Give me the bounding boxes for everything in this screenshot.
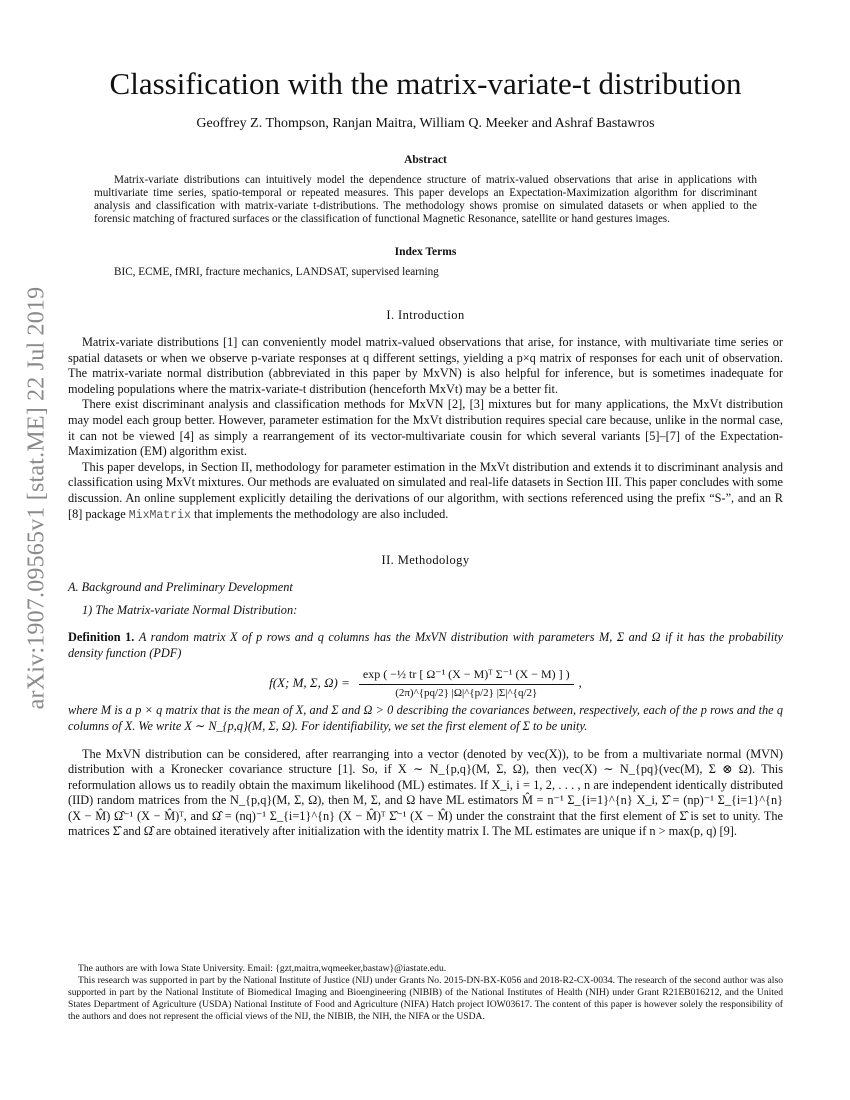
definition-continuation: where M is a p × q matrix that is the mean of X, and Σ and Ω > 0 describing the covariances between, respectively, each of the p rows and the q columns of X. We write X ∼ N_{p,q}(M, Σ, Ω). For identifiability, we set the first element of Σ to be unity. (68, 703, 783, 733)
intro-paragraph-1: Matrix-variate distributions [1] can conveniently model matrix-valued observations that arise, for instance, with multivariate time series or spatial datasets or when we observe p-variate responses at q different settings, yielding a p×q matrix of responses for each unit of observation. The matrix-variate normal distribution (abbreviated in this paper by MxVN) is also helpful for inference, but is sometimes inadequate for modeling populations where the matrix-variate-t distribution (henceforth MxVt) may be a better fit. (68, 335, 783, 396)
abstract-heading: Abstract (404, 154, 447, 166)
index-terms-heading: Index Terms (394, 246, 457, 258)
pdf-equation (68, 667, 783, 699)
subsubsection-heading: 1) The Matrix-variate Normal Distribution: (82, 603, 298, 618)
definition-text: A random matrix X of p rows and q columns has the MxVN distribution with parameters M, Σ and Ω if it has the probability density function (PDF) (68, 630, 784, 660)
definition-label: Definition 1. (68, 630, 135, 645)
equation-numerator: exp ( −½ tr [ Ω⁻¹ (X − M)ᵀ Σ⁻¹ (X − M) ] ) (359, 667, 574, 685)
paper-page (68, 66, 783, 840)
intro-p3-text: This paper develops, in Section II, methodology for parameter estimation in the MxVt distribution and extends it to discriminant analysis and classification using MxVt mixtures. Our methods are evaluated on simulated and real-life datasets in Section III. This paper concludes with some discussion. An online supplement explicitly detailing the derivations of our algorithm, with sections referenced using the prefix “S-”, and an R [8] package (68, 459, 783, 521)
footnote-affiliation: The authors are with Iowa State University. Email: {gzt,maitra,wqmeeker,bastaw}@iastate.edu. (78, 963, 447, 974)
definition-1 (68, 630, 783, 661)
equation-lhs: f(X; M, Σ, Ω) = (269, 675, 350, 691)
subsection-heading: A. Background and Preliminary Development (68, 580, 293, 595)
arxiv-id: arXiv:1907.09565v1 [stat.ME] 22 Jul 2019 (23, 286, 50, 710)
equation-denominator: (2π)^{pq/2} |Ω|^{p/2} |Σ|^{q/2} (395, 687, 538, 700)
arxiv-sidebar-stamp (20, 286, 54, 710)
equation-fraction (359, 667, 574, 699)
intro-paragraph-3 (68, 460, 783, 523)
author-list: Geoffrey Z. Thompson, Ranjan Maitra, William Q. Meeker and Ashraf Bastawros (196, 116, 655, 131)
abstract-text: Matrix-variate distributions can intuitively model the dependence structure of matrix-valued observations that arise in applications with multivariate time series, spatio-temporal or repeated measures. This paper develops an Expectation-Maximization algorithm for discriminant analysis and classification with matrix-variate t-distributions. The methodology shows promise on simulated datasets or when applied to the forensic matching of fractured surfaces or the classification of functional Magnetic Resonance, satellite or hand gestures images. (94, 174, 757, 225)
paper-title: Classification with the matrix-variate-t distribution (109, 66, 742, 101)
equation-tail: , (578, 675, 582, 691)
index-terms-text: BIC, ECME, fMRI, fracture mechanics, LANDSAT, supervised learning (114, 266, 439, 278)
intro-paragraph-2: There exist discriminant analysis and classification methods for MxVN [2], [3] mixtures but for many applications, the MxVt distribution may model each group better. However, parameter estimation for the MxVt distribution requires special care because, unlike in the normal case, it can not be viewed [4] as simply a rearrangement of its vector-multivariate cousin for which several variants [5]–[7] of the Expectation-Maximization (EM) algorithm exist. (68, 397, 783, 459)
intro-p3-tail: that implements the methodology are also included. (190, 506, 449, 521)
section-heading-introduction: I. Introduction (386, 308, 465, 322)
mxvn-paragraph: The MxVN distribution can be considered, after rearranging into a vector (denoted by vec(X)), to be from a multivariate normal (MVN) distribution with a Kronecker covariance structure [1]. So, if X ∼ N_{p,q}(M, Σ, Ω), then vec(X) ∼ N_{pq}(vec(M), Σ ⊗ Ω). This reformulation allows us to readily obtain the maximum likelihood (ML) estimates. If X_i, i = 1, 2, . . . , n are independent identically distributed (IID) random matrices from the N_{p,q}(M, Σ, Ω), then M, Σ, and Ω have ML estimators M̂ = n⁻¹ Σ_{i=1}^{n} X_i, Σ̂ = (np)⁻¹ Σ_{i=1}^{n} (X − M̂) Ω̂⁻¹ (X − M̂)ᵀ, and Ω̂ = (nq)⁻¹ Σ_{i=1}^{n} (X − M̂)ᵀ Σ̂⁻¹ (X − M̂) under the constraint that the first element of Σ̂ is set to unity. The matrices Σ̂ and Ω̂ are obtained iteratively after initialization with the identity matrix I. The ML estimates are unique if n > max(p, q) [9]. (68, 746, 783, 839)
footnotes (68, 963, 783, 1023)
section-heading-methodology: II. Methodology (381, 553, 470, 568)
footnote-funding: This research was supported in part by the National Institute of Justice (NIJ) under Grants No. 2015-DN-BX-K056 and 2018-R2-CX-0034. The research of the second author was also supported in part by the National Institute of Biomedical Imaging and Bioengineering (NIBIB) of the National Institutes of Health (NIH) under Grant R21EB016212, and the United States Department of Agriculture (USDA) National Institute of Food and Agriculture (NIFA) Hatch project IOW03617. The content of this paper is however solely the responsibility of the authors and does not represent the official views of the NIJ, the NIBIB, the NIH, the NIFA or the USDA. (68, 975, 783, 1022)
package-name: MixMatrix (128, 508, 191, 522)
